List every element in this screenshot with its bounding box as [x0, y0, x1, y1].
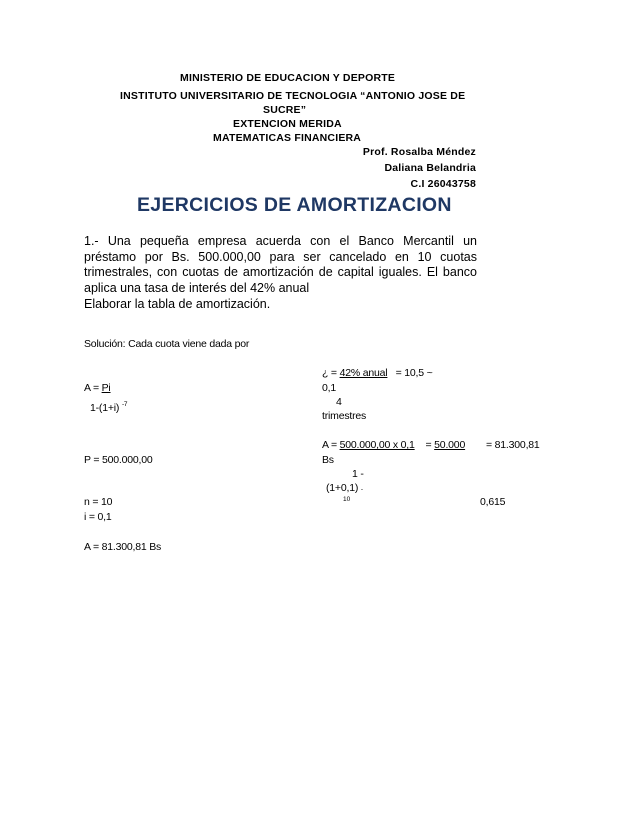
problem-line: 1.- Una pequeña empresa acuerda con el Banco Mercantil un — [84, 234, 477, 248]
a-calculation — [322, 439, 465, 451]
formula-a-prefix: A = — [84, 382, 102, 394]
problem-line: aplica una tasa de interés del 42% anual — [84, 280, 310, 295]
rate-result: = 10,5 ~ — [395, 367, 433, 379]
institute-heading-line1: INSTITUTO UNIVERSITARIO DE TECNOLOGIA “ANTONIO JOSE DE — [120, 90, 466, 102]
a-calc-result: = 81.300,81 — [486, 439, 540, 451]
formula-a-den-text: 1-(1+i) — [90, 402, 120, 414]
a-calc-numerator: 500.000,00 x 0,1 — [339, 439, 415, 451]
institute-heading-line2: SUCRE” — [263, 104, 307, 116]
i-value: i = 0,1 — [84, 511, 112, 523]
subject-heading: MATEMATICAS FINANCIERA — [213, 132, 362, 144]
denominator-expression — [326, 482, 363, 494]
page-title: EJERCICIOS DE AMORTIZACION — [137, 194, 452, 216]
problem-line: préstamo por Bs. 500.000,00 para ser cancelado en 10 cuotas — [84, 249, 477, 264]
a-calc-prefix: A = — [322, 439, 340, 451]
problem-line: trimestrales, con cuotas de amortización de capital iguales. El banco — [84, 265, 477, 279]
extension-heading: EXTENCION MERIDA — [233, 118, 342, 130]
rate-value: 42% anual — [339, 367, 388, 379]
a-calc-unit: Bs — [322, 454, 334, 466]
ministry-heading: MINISTERIO DE EDUCACION Y DEPORTE — [180, 72, 396, 84]
denominator-dash: - — [360, 486, 363, 493]
denominator-value: 0,615 — [480, 496, 506, 508]
formula-a — [84, 382, 111, 394]
solution-intro: Solución: Cada cuota viene dada por — [84, 338, 250, 350]
principal-value: P = 500.000,00 — [84, 454, 153, 466]
student-id: C.I 26043758 — [410, 178, 476, 190]
formula-a-denominator — [90, 402, 127, 414]
denominator-one: 1 - — [352, 468, 364, 480]
denominator-exponent: 10 — [343, 496, 351, 503]
problem-task: Elaborar la tabla de amortización. — [84, 297, 271, 311]
rate-unit: trimestres — [322, 410, 367, 422]
a-calc-mid-value: 50.000 — [434, 439, 466, 451]
n-value: n = 10 — [84, 496, 113, 508]
result-value: A = 81.300,81 Bs — [84, 541, 162, 553]
formula-a-numerator: Pi — [101, 382, 111, 394]
rate-decimal: 0,1 — [322, 382, 336, 394]
rate-prefix: ¿ = — [322, 367, 340, 379]
formula-a-exponent: -7 — [121, 401, 128, 408]
rate-line — [322, 367, 433, 379]
problem-statement — [84, 234, 477, 296]
rate-denominator: 4 — [336, 396, 342, 408]
student-name: Daliana Belandria — [384, 162, 476, 174]
a-calc-mid: = — [425, 439, 435, 451]
professor-name: Prof. Rosalba Méndez — [362, 146, 476, 158]
denominator-expr-text: (1+0,1) — [326, 482, 359, 494]
